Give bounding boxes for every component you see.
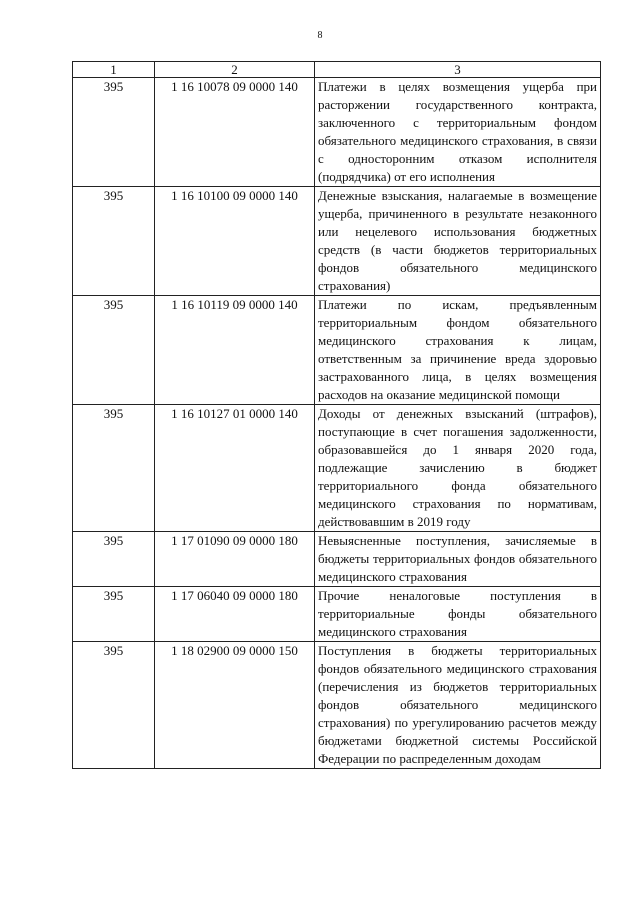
description-cell: Прочие неналоговые поступления в территориальные фонды обязательного медицинского страхования <box>315 587 601 642</box>
description-cell: Поступления в бюджеты территориальных фондов обязательного медицинского страхования (перечисления из бюджетов территориальных фондов обязательного медицинского страхования) по урегулированию расчетов между бюджетами бюджетной системы Российской Федерации по распределенным доходам <box>315 642 601 769</box>
page-number: 8 <box>317 30 323 41</box>
table-row <box>73 296 601 405</box>
admin-code-cell: 395 <box>73 532 155 587</box>
revenue-codes-table <box>72 61 601 769</box>
description-cell: Платежи в целях возмещения ущерба при расторжении государственного контракта, заключенного с территориальным фондом обязательного медицинского страхования, в связи с односторонним отказом исполнителя (подрядчика) от его исполнения <box>315 78 601 187</box>
table-row <box>73 187 601 296</box>
table-header-row <box>73 62 601 78</box>
kbk-code-cell: 1 18 02900 09 0000 150 <box>155 642 315 769</box>
table-row <box>73 78 601 187</box>
kbk-code-cell: 1 16 10100 09 0000 140 <box>155 187 315 296</box>
table-row <box>73 532 601 587</box>
admin-code-cell: 395 <box>73 78 155 187</box>
table-row <box>73 587 601 642</box>
description-cell: Невыясненные поступления, зачисляемые в бюджеты территориальных фондов обязательного медицинского страхования <box>315 532 601 587</box>
admin-code-cell: 395 <box>73 642 155 769</box>
table-row <box>73 405 601 532</box>
kbk-code-cell: 1 16 10127 01 0000 140 <box>155 405 315 532</box>
admin-code-cell: 395 <box>73 587 155 642</box>
admin-code-cell: 395 <box>73 187 155 296</box>
description-cell: Платежи по искам, предъявленным территориальным фондом обязательного медицинского страхования к лицам, ответственным за причинение вреда здоровью застрахованного лица, в целях возмещения расходов на оказание медицинской помощи <box>315 296 601 405</box>
description-cell: Доходы от денежных взысканий (штрафов), поступающие в счет погашения задолженности, образовавшейся до 1 января 2020 года, подлежащие зачислению в бюджет территориального фонда обязательного медицинского страхования по нормативам, действовавшим в 2019 году <box>315 405 601 532</box>
description-cell: Денежные взыскания, налагаемые в возмещение ущерба, причиненного в результате незаконного или нецелевого использования бюджетных средств (в части бюджетов территориальных фондов обязательного медицинского страхования) <box>315 187 601 296</box>
admin-code-cell: 395 <box>73 405 155 532</box>
kbk-code-cell: 1 16 10078 09 0000 140 <box>155 78 315 187</box>
table-row <box>73 642 601 769</box>
kbk-code-cell: 1 16 10119 09 0000 140 <box>155 296 315 405</box>
column-header-2: 2 <box>155 62 315 78</box>
column-header-1: 1 <box>73 62 155 78</box>
kbk-code-cell: 1 17 06040 09 0000 180 <box>155 587 315 642</box>
column-header-3: 3 <box>315 62 601 78</box>
kbk-code-cell: 1 17 01090 09 0000 180 <box>155 532 315 587</box>
admin-code-cell: 395 <box>73 296 155 405</box>
